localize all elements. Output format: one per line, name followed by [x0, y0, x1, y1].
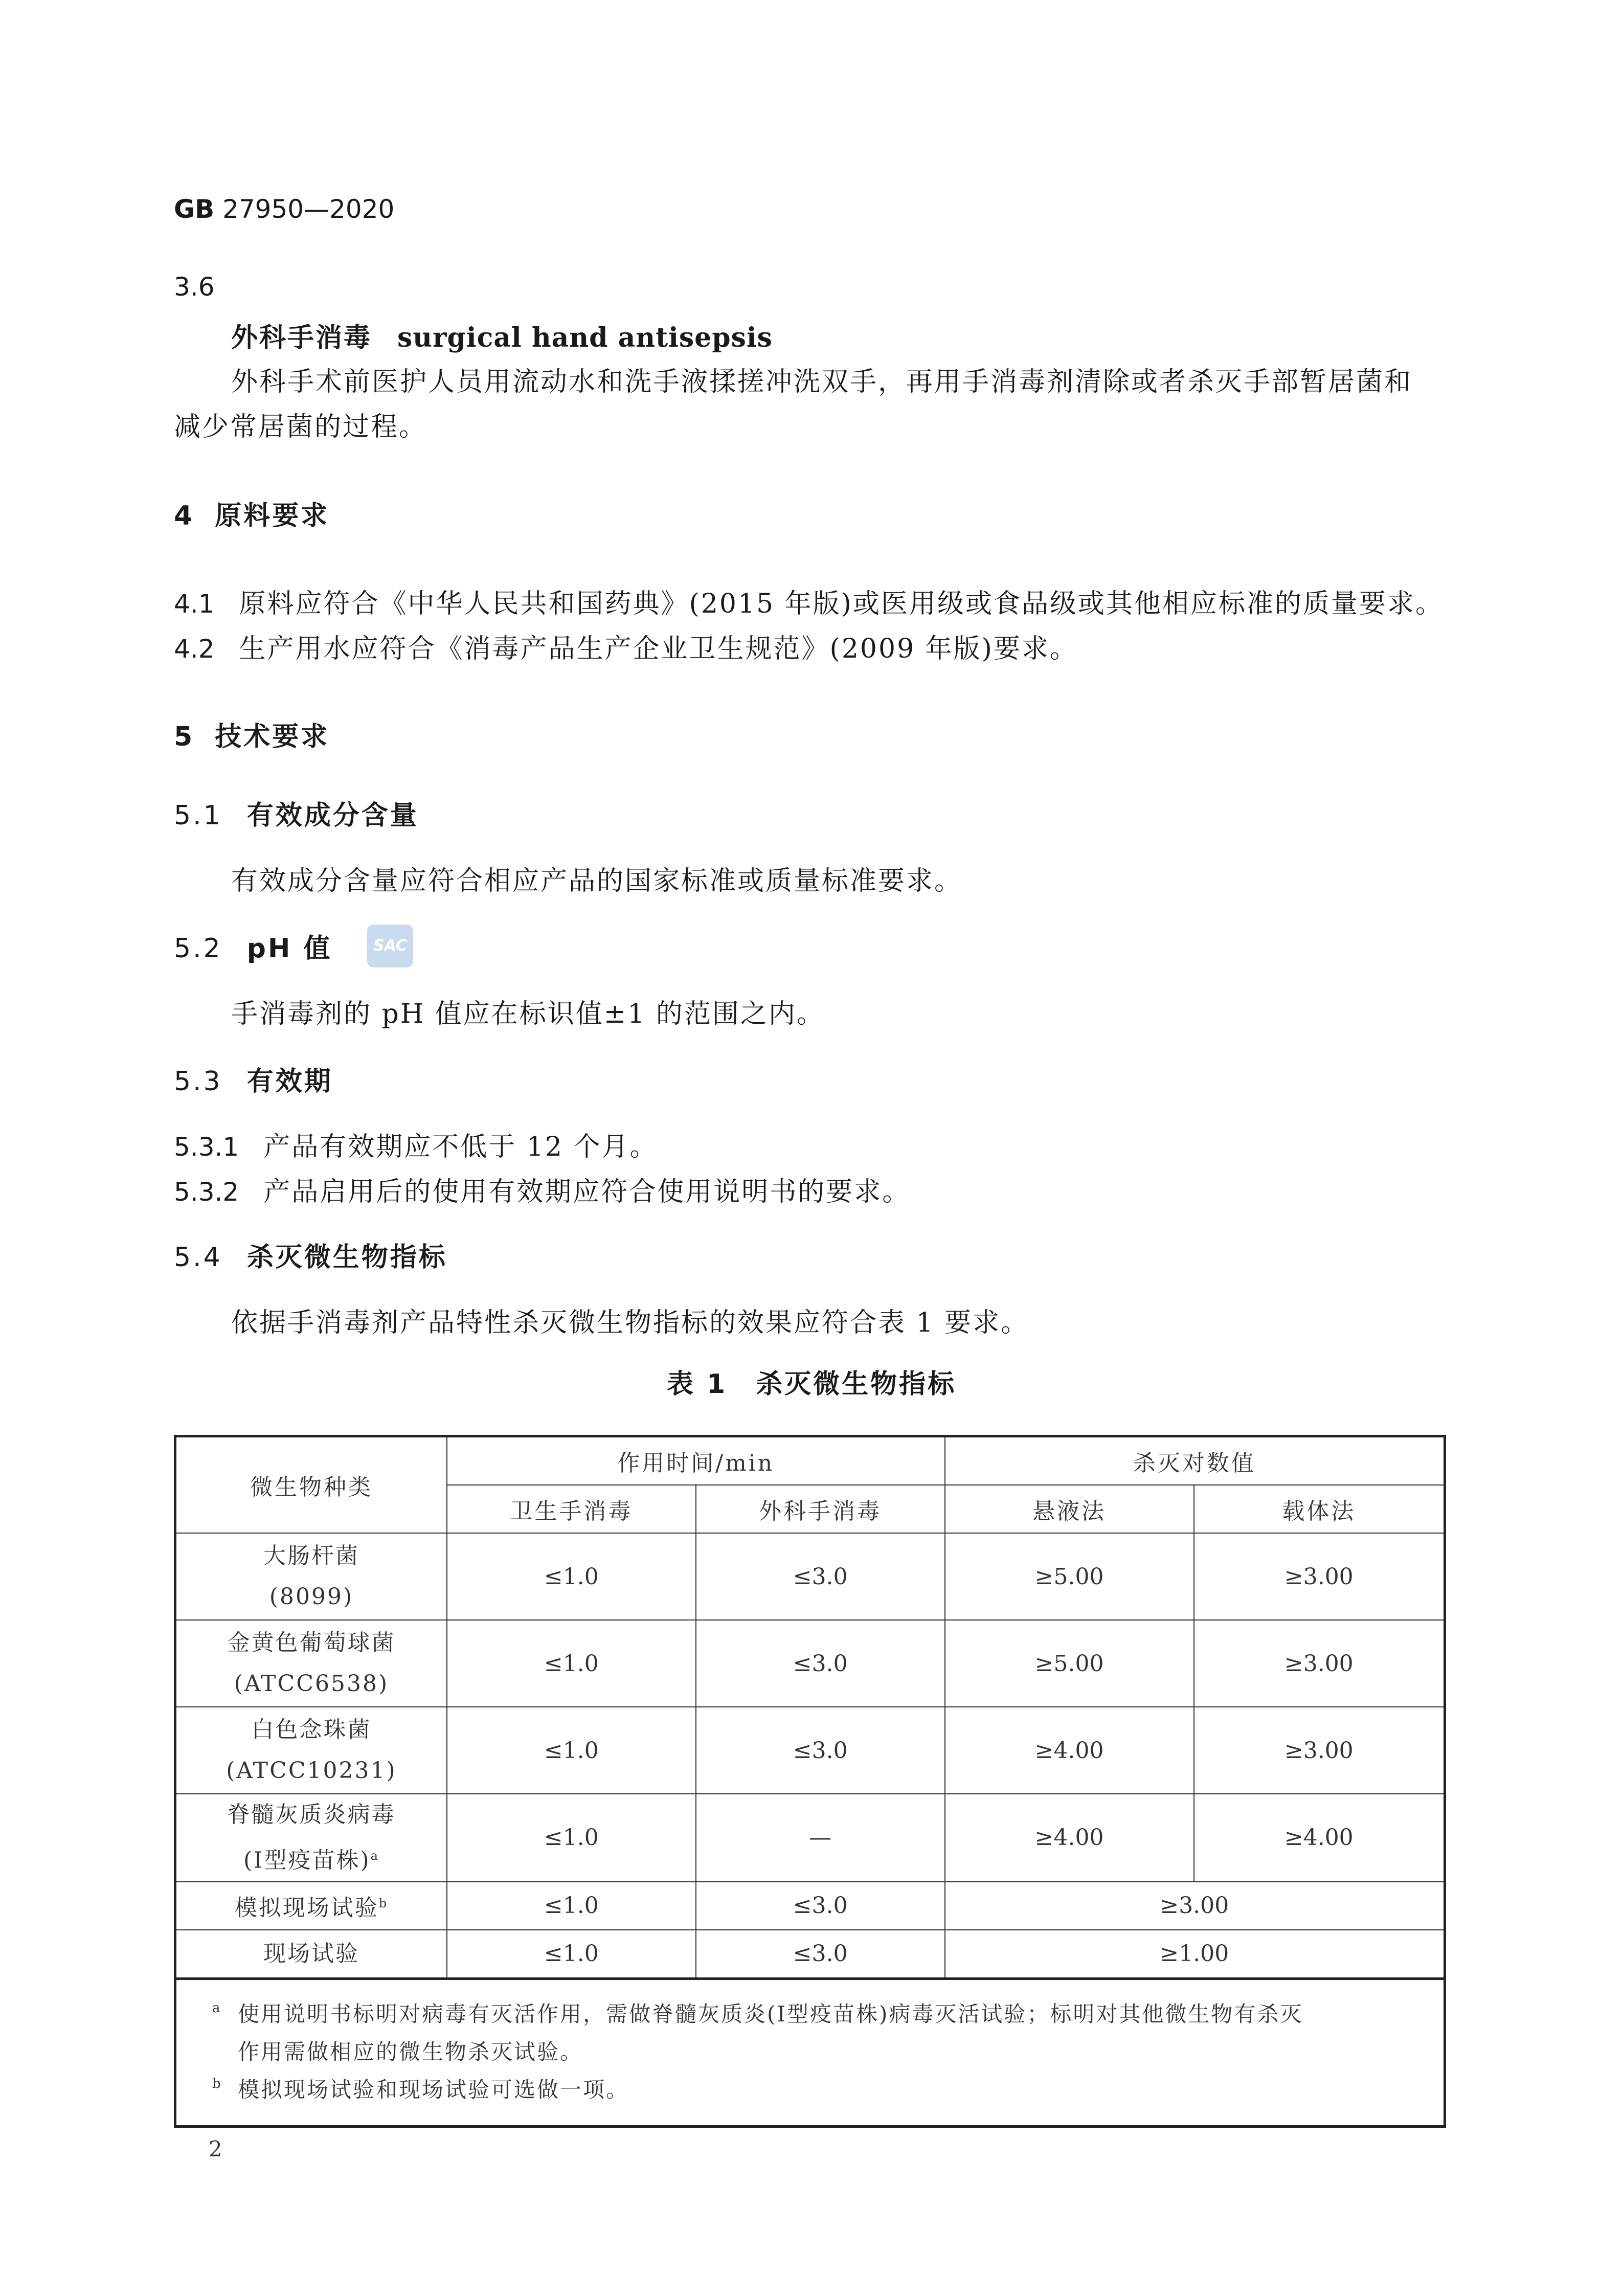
section-4-heading	[174, 494, 329, 532]
footnote-mark-a: a	[370, 1849, 379, 1863]
table-row-field	[175, 1930, 1445, 1979]
table-notes-row	[175, 1978, 1445, 2126]
organism-name: 大肠杆菌	[263, 1543, 359, 1569]
clause-4-2	[174, 627, 1078, 665]
header-kill-log: 杀灭对数值	[945, 1436, 1445, 1485]
hygienic-time: ≤1.0	[447, 1794, 696, 1882]
organism-cell	[175, 1794, 447, 1882]
clause-4-1-text: 原料应符合《中华人民共和国药典》(2015 年版)或医用级或食品级或其他相应标准的质量要求。	[239, 589, 1444, 619]
hygienic-time: ≤1.0	[447, 1707, 696, 1794]
header-surgical: 外科手消毒	[696, 1485, 945, 1533]
hygienic-time: ≤1.0	[447, 1882, 696, 1930]
clause-5-4-title: 杀灭微生物指标	[246, 1242, 447, 1273]
clause-5-1-text: 有效成分含量应符合相应产品的国家标准或质量标准要求。	[231, 866, 963, 896]
term-en: surgical hand antisepsis	[397, 322, 773, 353]
organism-strain: (8099)	[269, 1584, 354, 1610]
clause-5-3-2-text: 产品启用后的使用有效期应符合使用说明书的要求。	[263, 1177, 911, 1207]
clause-4-1-number: 4.1	[174, 589, 215, 619]
clause-5-3-1-text: 产品有效期应不低于 12 个月。	[263, 1132, 658, 1162]
header-organism: 微生物种类	[175, 1436, 447, 1534]
table-notes	[175, 1978, 1445, 2126]
section-5-heading	[174, 715, 329, 753]
clause-5-1-title: 有效成分含量	[246, 800, 419, 831]
clause-4-1	[174, 582, 1444, 620]
clause-5-3-title: 有效期	[246, 1066, 333, 1097]
note-line: 使用说明书标明对病毒有灭活作用，需做脊髓灰质炎(Ⅰ型疫苗株)病毒灭活试验；标明对其他微生物有杀灭	[238, 2001, 1303, 2027]
sac-watermark-logo: SAC	[367, 925, 413, 967]
clause-5-2-number: 5.2	[174, 933, 222, 964]
row-label: 模拟现场试验	[234, 1895, 379, 1921]
surgical-time: ≤3.0	[696, 1930, 945, 1979]
note-line: 作用需做相应的微生物杀灭试验。	[238, 2039, 583, 2064]
table-row	[175, 1533, 1445, 1620]
suspension-value: ≥4.00	[945, 1794, 1194, 1882]
clause-4-2-number: 4.2	[174, 634, 215, 664]
clause-5-3-2-number: 5.3.2	[174, 1177, 239, 1207]
carrier-value: ≥3.00	[1194, 1533, 1445, 1620]
section-4-title: 原料要求	[215, 501, 330, 531]
clause-5-1-number: 5.1	[174, 800, 222, 831]
standard-number-value: 27950—2020	[222, 194, 395, 224]
clause-5-3-2	[174, 1170, 910, 1208]
suspension-value: ≥4.00	[945, 1707, 1194, 1794]
suspension-value: ≥5.00	[945, 1533, 1194, 1620]
carrier-value: ≥3.00	[1194, 1620, 1445, 1707]
table-1	[174, 1435, 1446, 2128]
organism-cell	[175, 1533, 447, 1620]
surgical-time: ≤3.0	[696, 1620, 945, 1707]
carrier-value: ≥3.00	[1194, 1707, 1445, 1794]
note-mark: a	[212, 2000, 222, 2016]
standard-code: GB	[174, 194, 215, 224]
hygienic-time: ≤1.0	[447, 1533, 696, 1620]
organism-name: 金黄色葡萄球菌	[227, 1630, 396, 1656]
clause-5-2-title: pH 值	[246, 933, 332, 964]
clause-5-3-1-number: 5.3.1	[174, 1132, 239, 1162]
organism-name: 脊髓灰质炎病毒	[227, 1802, 396, 1828]
term-entry	[231, 316, 773, 354]
section-5-number: 5	[174, 722, 195, 752]
surgical-time: ≤3.0	[696, 1882, 945, 1930]
surgical-time: ≤3.0	[696, 1533, 945, 1620]
clause-5-3-number: 5.3	[174, 1066, 222, 1097]
header-carrier: 载体法	[1194, 1485, 1445, 1533]
definition-line-1: 外科手术前医护人员用流动水和洗手液揉搓冲洗双手，再用手消毒剂清除或者杀灭手部暂居菌和	[231, 367, 1413, 397]
page-number: 2	[209, 2136, 222, 2162]
clause-5-4-text: 依据手消毒剂产品特性杀灭微生物指标的效果应符合表 1 要求。	[231, 1308, 1029, 1338]
kill-value: ≥3.00	[945, 1882, 1445, 1930]
table-note-a	[212, 1995, 1423, 2071]
suspension-value: ≥5.00	[945, 1620, 1194, 1707]
organism-name: 白色念珠菌	[251, 1717, 372, 1743]
term-zh: 外科手消毒	[231, 323, 372, 353]
note-line: 模拟现场试验和现场试验可选做一项。	[238, 2077, 629, 2102]
kill-value: ≥1.00	[945, 1930, 1445, 1979]
clause-5-4-heading	[174, 1235, 447, 1274]
organism-cell	[175, 1882, 447, 1930]
header-suspension: 悬液法	[945, 1485, 1194, 1533]
clause-5-3-1	[174, 1125, 658, 1163]
hygienic-time: ≤1.0	[447, 1930, 696, 1979]
clause-4-2-text: 生产用水应符合《消毒产品生产企业卫生规范》(2009 年版)要求。	[239, 634, 1078, 664]
footnote-mark-b: b	[378, 1896, 389, 1910]
carrier-value: ≥4.00	[1194, 1794, 1445, 1882]
organism-cell	[175, 1707, 447, 1794]
header-action-time: 作用时间/min	[447, 1436, 945, 1485]
hygienic-time: ≤1.0	[447, 1620, 696, 1707]
organism-strain: (ATCC6538)	[234, 1671, 389, 1697]
standard-number	[174, 194, 394, 224]
clause-3-6-number: 3.6	[174, 272, 215, 302]
table-note-b	[212, 2071, 1423, 2109]
table-row-simulated-field	[175, 1882, 1445, 1930]
table-row	[175, 1620, 1445, 1707]
header-hygienic: 卫生手消毒	[447, 1485, 696, 1533]
clause-5-4-number: 5.4	[174, 1242, 222, 1273]
organism-strain: (ATCC10231)	[226, 1758, 397, 1784]
section-4-number: 4	[174, 501, 195, 531]
clause-5-2-heading	[174, 927, 332, 965]
table-row	[175, 1707, 1445, 1794]
definition-line-2: 减少常居菌的过程。	[174, 412, 427, 442]
organism-strain-with-note	[176, 1835, 446, 1881]
table-row	[175, 1794, 1445, 1882]
row-label: 现场试验	[175, 1930, 447, 1979]
table-header-row-1	[175, 1436, 1445, 1485]
clause-5-2-text: 手消毒剂的 pH 值应在标识值±1 的范围之内。	[231, 999, 825, 1029]
clause-5-1-heading	[174, 794, 419, 832]
clause-5-3-heading	[174, 1060, 333, 1098]
surgical-time: ≤3.0	[696, 1707, 945, 1794]
surgical-time: —	[696, 1794, 945, 1882]
section-5-title: 技术要求	[215, 722, 330, 752]
organism-cell	[175, 1620, 447, 1707]
table-1-title: 表 1 杀灭微生物指标	[666, 1369, 957, 1400]
note-mark: b	[212, 2076, 222, 2091]
organism-strain: (Ⅰ型疫苗株)	[243, 1847, 371, 1874]
